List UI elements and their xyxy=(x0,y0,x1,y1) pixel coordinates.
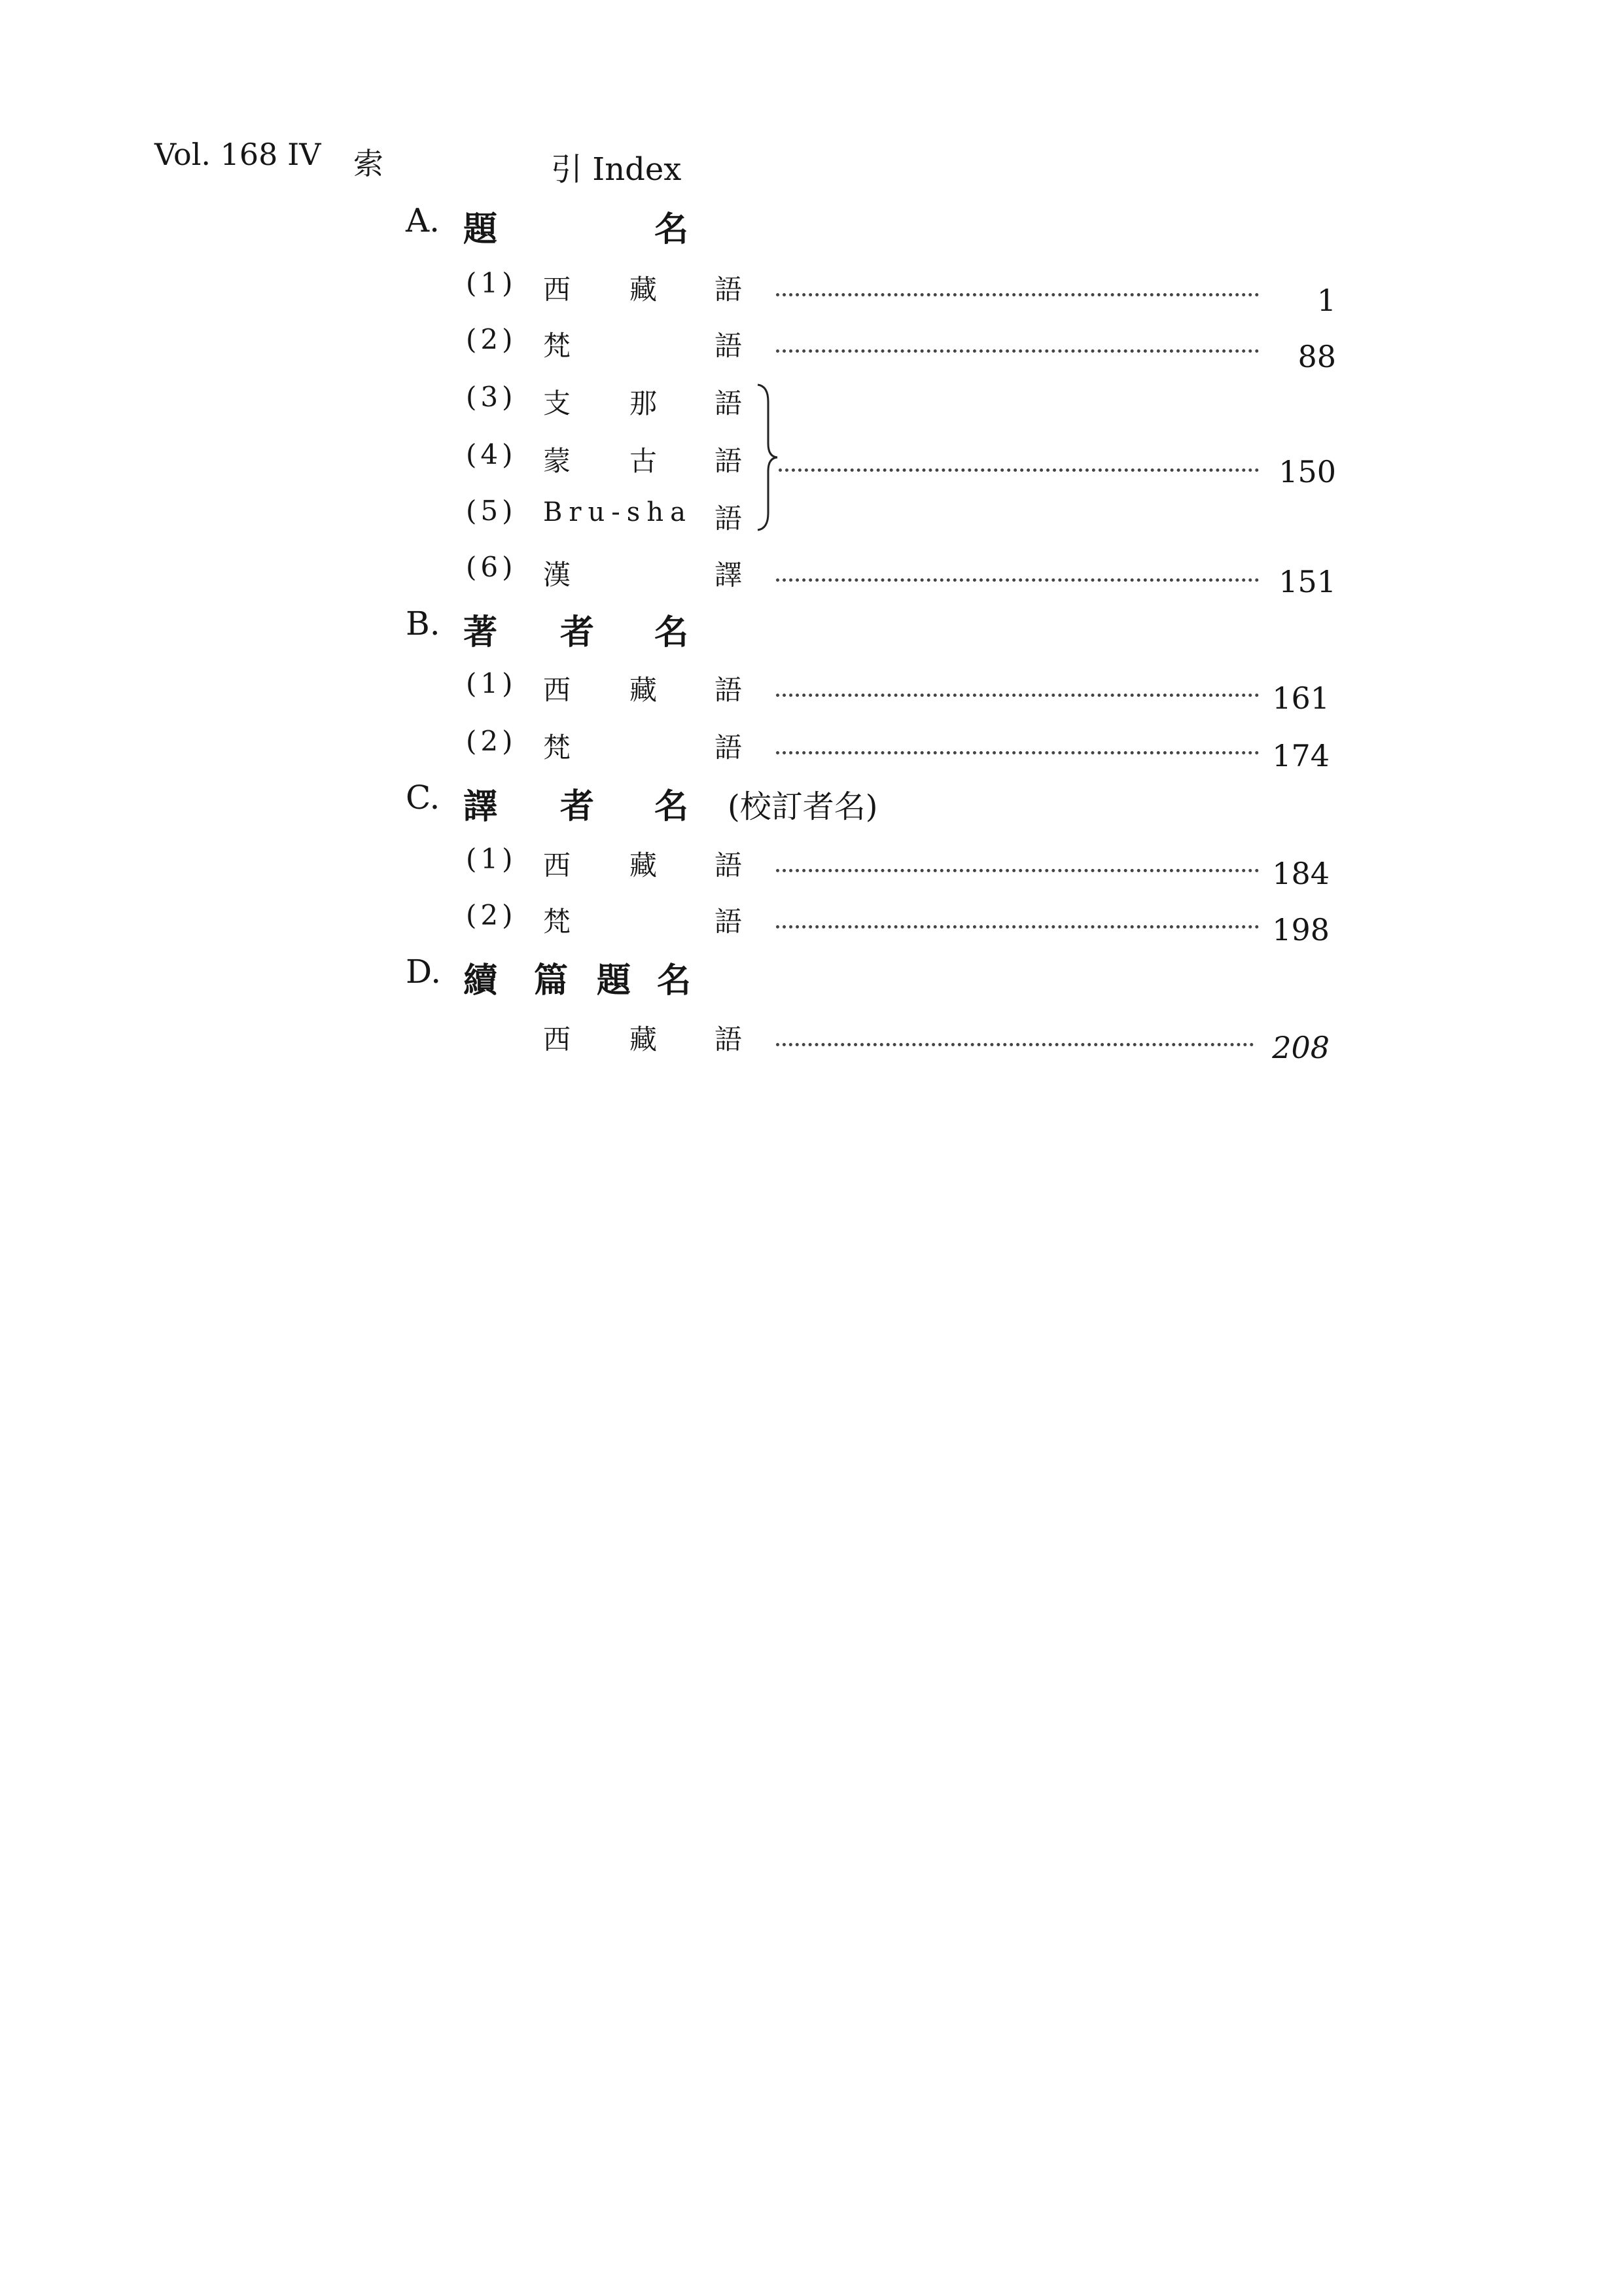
page-title-part-1: 索 xyxy=(353,146,383,181)
entry-char: 西 xyxy=(543,1023,571,1055)
section-title-char: 名 xyxy=(654,786,689,826)
entry-number: (6) xyxy=(466,551,517,583)
entry-latin-name: Bru-sha xyxy=(543,497,692,527)
dot-leader xyxy=(776,925,1259,928)
entry-char: 藏 xyxy=(629,1023,658,1055)
entry-char: 語 xyxy=(715,1023,743,1055)
entry-char: 西 xyxy=(543,849,571,881)
page-number: 184 xyxy=(1272,856,1330,891)
dot-leader xyxy=(776,869,1259,872)
entry-char: 語 xyxy=(715,387,743,419)
section-title-char: 者 xyxy=(560,612,595,652)
entry-char: 語 xyxy=(715,674,743,706)
entry-number: (3) xyxy=(466,381,517,413)
dot-leader xyxy=(776,1043,1254,1046)
dot-leader xyxy=(776,293,1259,296)
dot-leader xyxy=(776,751,1259,754)
page-number: 151 xyxy=(1279,564,1336,599)
entry-char: 梵 xyxy=(543,330,571,362)
entry-number: (1) xyxy=(466,843,517,875)
entry-char: 語 xyxy=(715,732,743,764)
entry-char: 梵 xyxy=(543,732,571,764)
entry-char: 漢 xyxy=(543,559,571,591)
page-number: 161 xyxy=(1272,680,1330,716)
entry-char: 語 xyxy=(715,906,743,938)
entry-number: (2) xyxy=(466,899,517,931)
dot-leader xyxy=(779,468,1259,472)
volume-label: Vol. 168 IV xyxy=(154,137,321,172)
entry-char: 藏 xyxy=(629,274,658,306)
dot-leader xyxy=(776,349,1259,353)
section-letter: B. xyxy=(406,605,440,643)
entry-char: 西 xyxy=(543,674,571,706)
section-title-char: 題 xyxy=(463,209,498,249)
entry-number: (2) xyxy=(466,725,517,757)
entry-char: 譯 xyxy=(715,559,743,591)
entry-char: 那 xyxy=(629,387,658,419)
entry-char: 語 xyxy=(715,503,743,535)
section-title-char: 著 xyxy=(463,612,498,652)
section-title-char: 名 xyxy=(654,612,689,652)
entry-char: 語 xyxy=(715,849,743,881)
section-letter: A. xyxy=(406,202,440,239)
dot-leader xyxy=(776,694,1259,697)
page-number: 174 xyxy=(1272,738,1330,773)
page-title-part-2: 引 Index xyxy=(551,151,682,188)
entry-char: 古 xyxy=(629,445,658,477)
entry-char: 語 xyxy=(715,445,743,477)
entry-number: (2) xyxy=(466,323,517,355)
entry-char: 支 xyxy=(543,387,571,419)
section-title-char: 譯 xyxy=(463,786,498,826)
page-number: 198 xyxy=(1272,912,1330,947)
page-number: 88 xyxy=(1297,339,1336,374)
section-title-char: 續 xyxy=(463,961,498,1000)
entry-char: 西 xyxy=(543,274,571,306)
dot-leader xyxy=(776,578,1259,582)
section-title-char: 名 xyxy=(657,961,692,1000)
section-letter: C. xyxy=(406,779,440,817)
section-title-char: 題 xyxy=(597,961,631,1000)
entry-char: 語 xyxy=(715,274,743,306)
page-number: 1 xyxy=(1316,283,1336,318)
entry-number: (1) xyxy=(466,267,517,299)
section-subtitle: (校訂者名) xyxy=(728,788,878,825)
section-title-char: 篇 xyxy=(534,961,569,1000)
entry-char: 語 xyxy=(715,330,743,362)
entry-char: 蒙 xyxy=(543,445,571,477)
entry-char: 藏 xyxy=(629,849,658,881)
entry-char: 藏 xyxy=(629,674,658,706)
entry-number: (1) xyxy=(466,667,517,699)
page-number: 208 xyxy=(1272,1030,1330,1065)
section-title-char: 者 xyxy=(560,786,595,826)
section-letter: D. xyxy=(406,953,442,991)
entry-char: 梵 xyxy=(543,906,571,938)
grouping-brace xyxy=(754,383,783,531)
entry-number: (5) xyxy=(466,495,517,527)
page-number: 150 xyxy=(1279,454,1336,489)
entry-number: (4) xyxy=(466,438,517,470)
section-title-char: 名 xyxy=(654,209,689,249)
